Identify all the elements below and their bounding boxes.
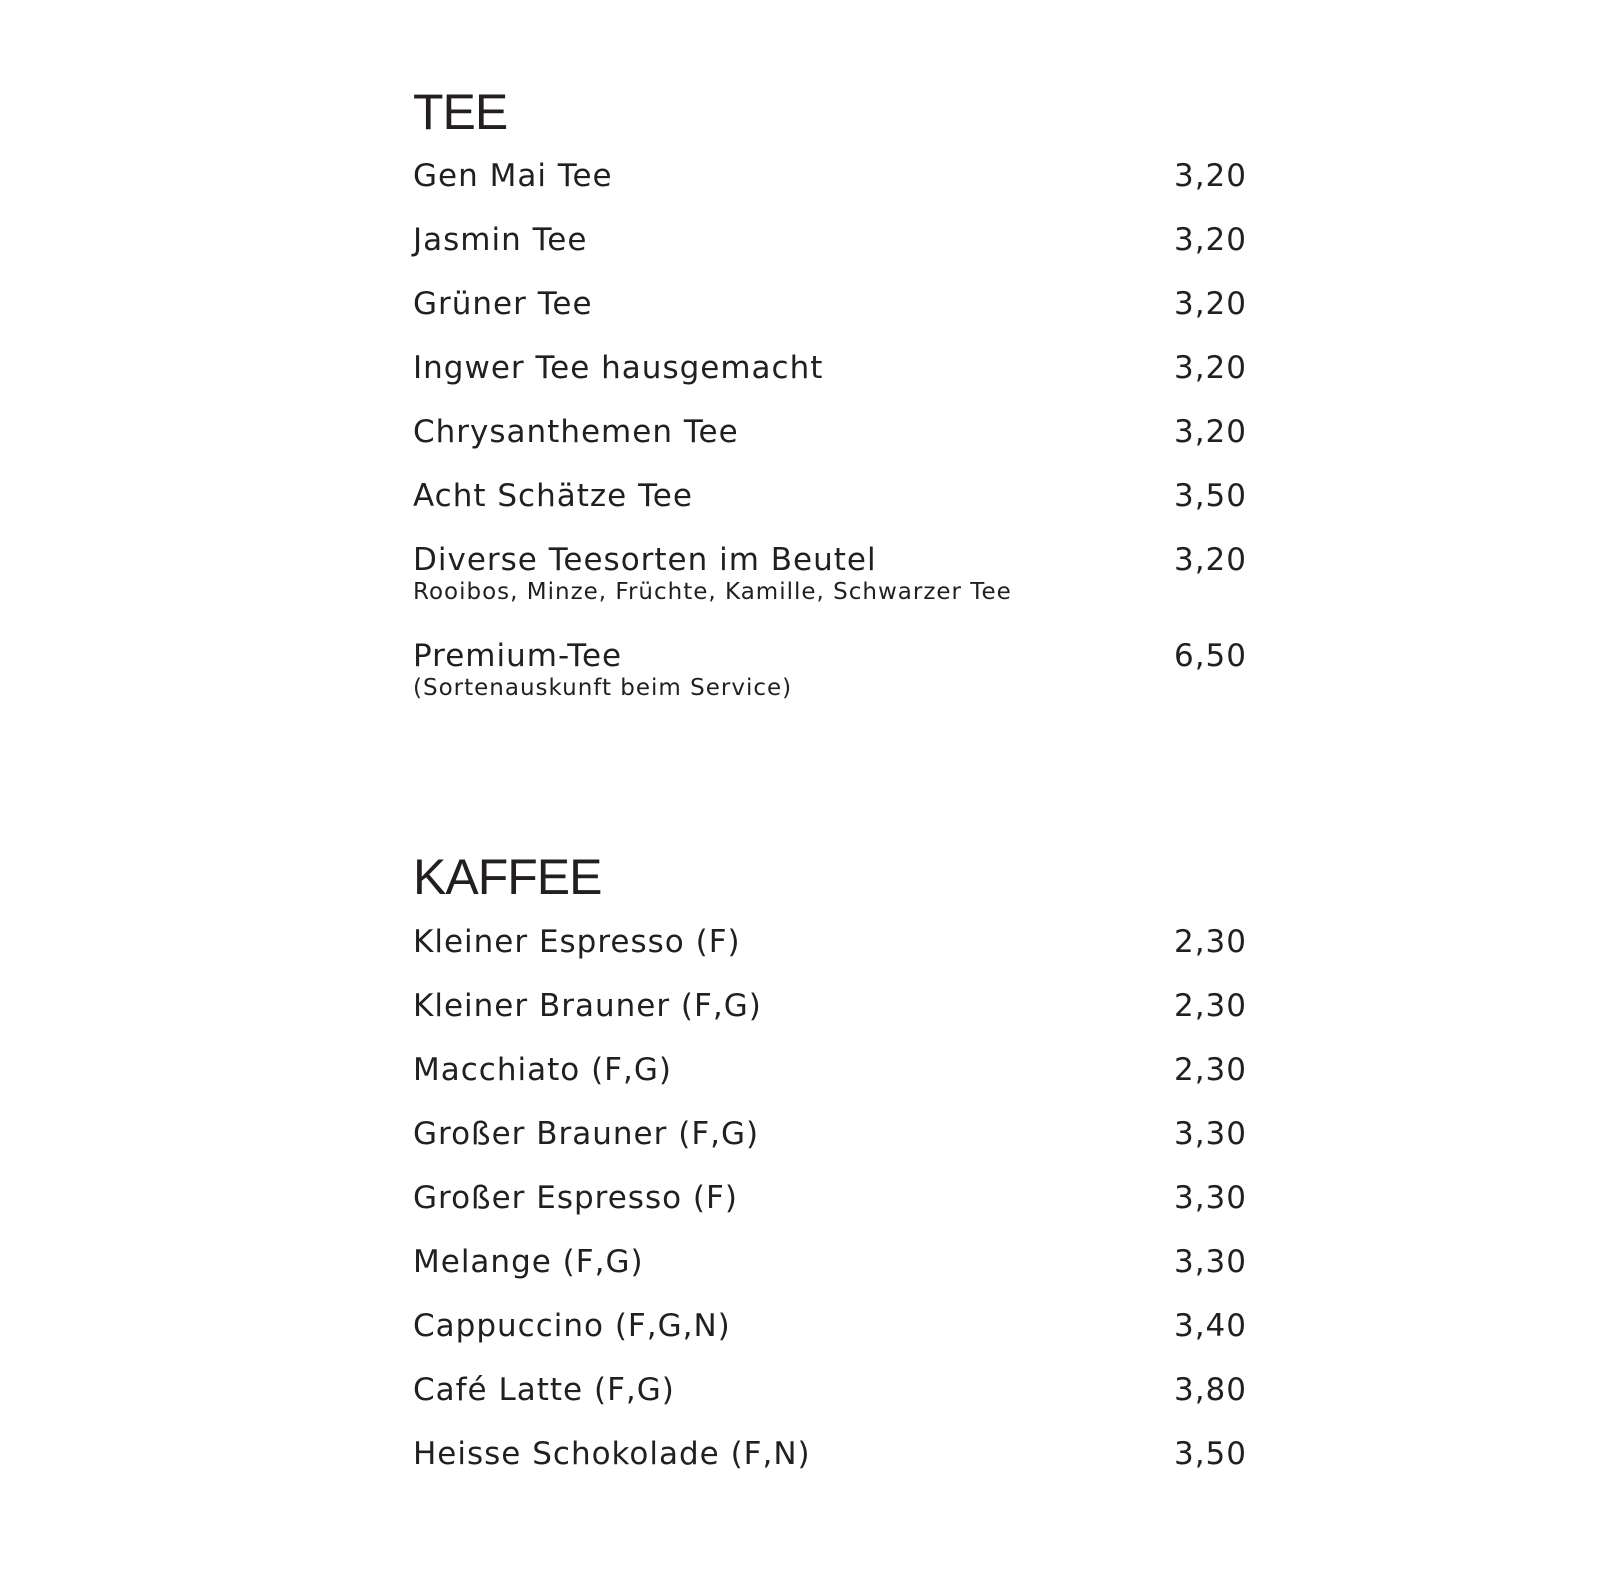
- item-name: Cappuccino (F,G,N): [413, 1308, 731, 1344]
- item-price: 3,20: [1173, 350, 1247, 386]
- item-price: 3,50: [1173, 478, 1247, 514]
- item-name: Café Latte (F,G): [413, 1372, 675, 1408]
- item-name: Grüner Tee: [413, 286, 593, 322]
- item-name: Ingwer Tee hausgemacht: [413, 350, 824, 386]
- item-name: Großer Espresso (F): [413, 1180, 738, 1216]
- item-name: Kleiner Brauner (F,G): [413, 988, 762, 1024]
- item-name: Melange (F,G): [413, 1244, 644, 1280]
- item-price: 3,40: [1173, 1308, 1247, 1344]
- item-name: Jasmin Tee: [413, 222, 588, 258]
- item-price: 2,30: [1173, 988, 1247, 1024]
- item-name: Premium-Tee: [413, 638, 623, 674]
- item-price: 3,30: [1173, 1116, 1247, 1152]
- item-price: 3,20: [1173, 158, 1247, 194]
- item-price: 3,20: [1173, 414, 1247, 450]
- item-price: 3,80: [1173, 1372, 1247, 1408]
- item-price: 3,30: [1173, 1244, 1247, 1280]
- item-name: Großer Brauner (F,G): [413, 1116, 760, 1152]
- item-price: 3,20: [1173, 542, 1247, 578]
- item-note: Rooibos, Minze, Früchte, Kamille, Schwarzer Tee: [413, 579, 1012, 605]
- item-price: 3,20: [1173, 286, 1247, 322]
- item-price: 3,30: [1173, 1180, 1247, 1216]
- item-price: 3,20: [1173, 222, 1247, 258]
- item-name: Heisse Schokolade (F,N): [413, 1436, 811, 1472]
- item-name: Macchiato (F,G): [413, 1052, 672, 1088]
- item-name: Acht Schätze Tee: [413, 478, 693, 514]
- item-price: 2,30: [1173, 1052, 1247, 1088]
- section-title-kaffee: KAFFEE: [413, 849, 602, 905]
- section-title-tee: TEE: [413, 84, 508, 140]
- item-name: Gen Mai Tee: [413, 158, 613, 194]
- item-name: Chrysanthemen Tee: [413, 414, 739, 450]
- item-name: Diverse Teesorten im Beutel: [413, 542, 877, 578]
- item-name: Kleiner Espresso (F): [413, 924, 741, 960]
- item-price: 2,30: [1173, 924, 1247, 960]
- item-note: (Sortenauskunft beim Service): [413, 675, 793, 701]
- item-price: 6,50: [1173, 638, 1247, 674]
- item-price: 3,50: [1173, 1436, 1247, 1472]
